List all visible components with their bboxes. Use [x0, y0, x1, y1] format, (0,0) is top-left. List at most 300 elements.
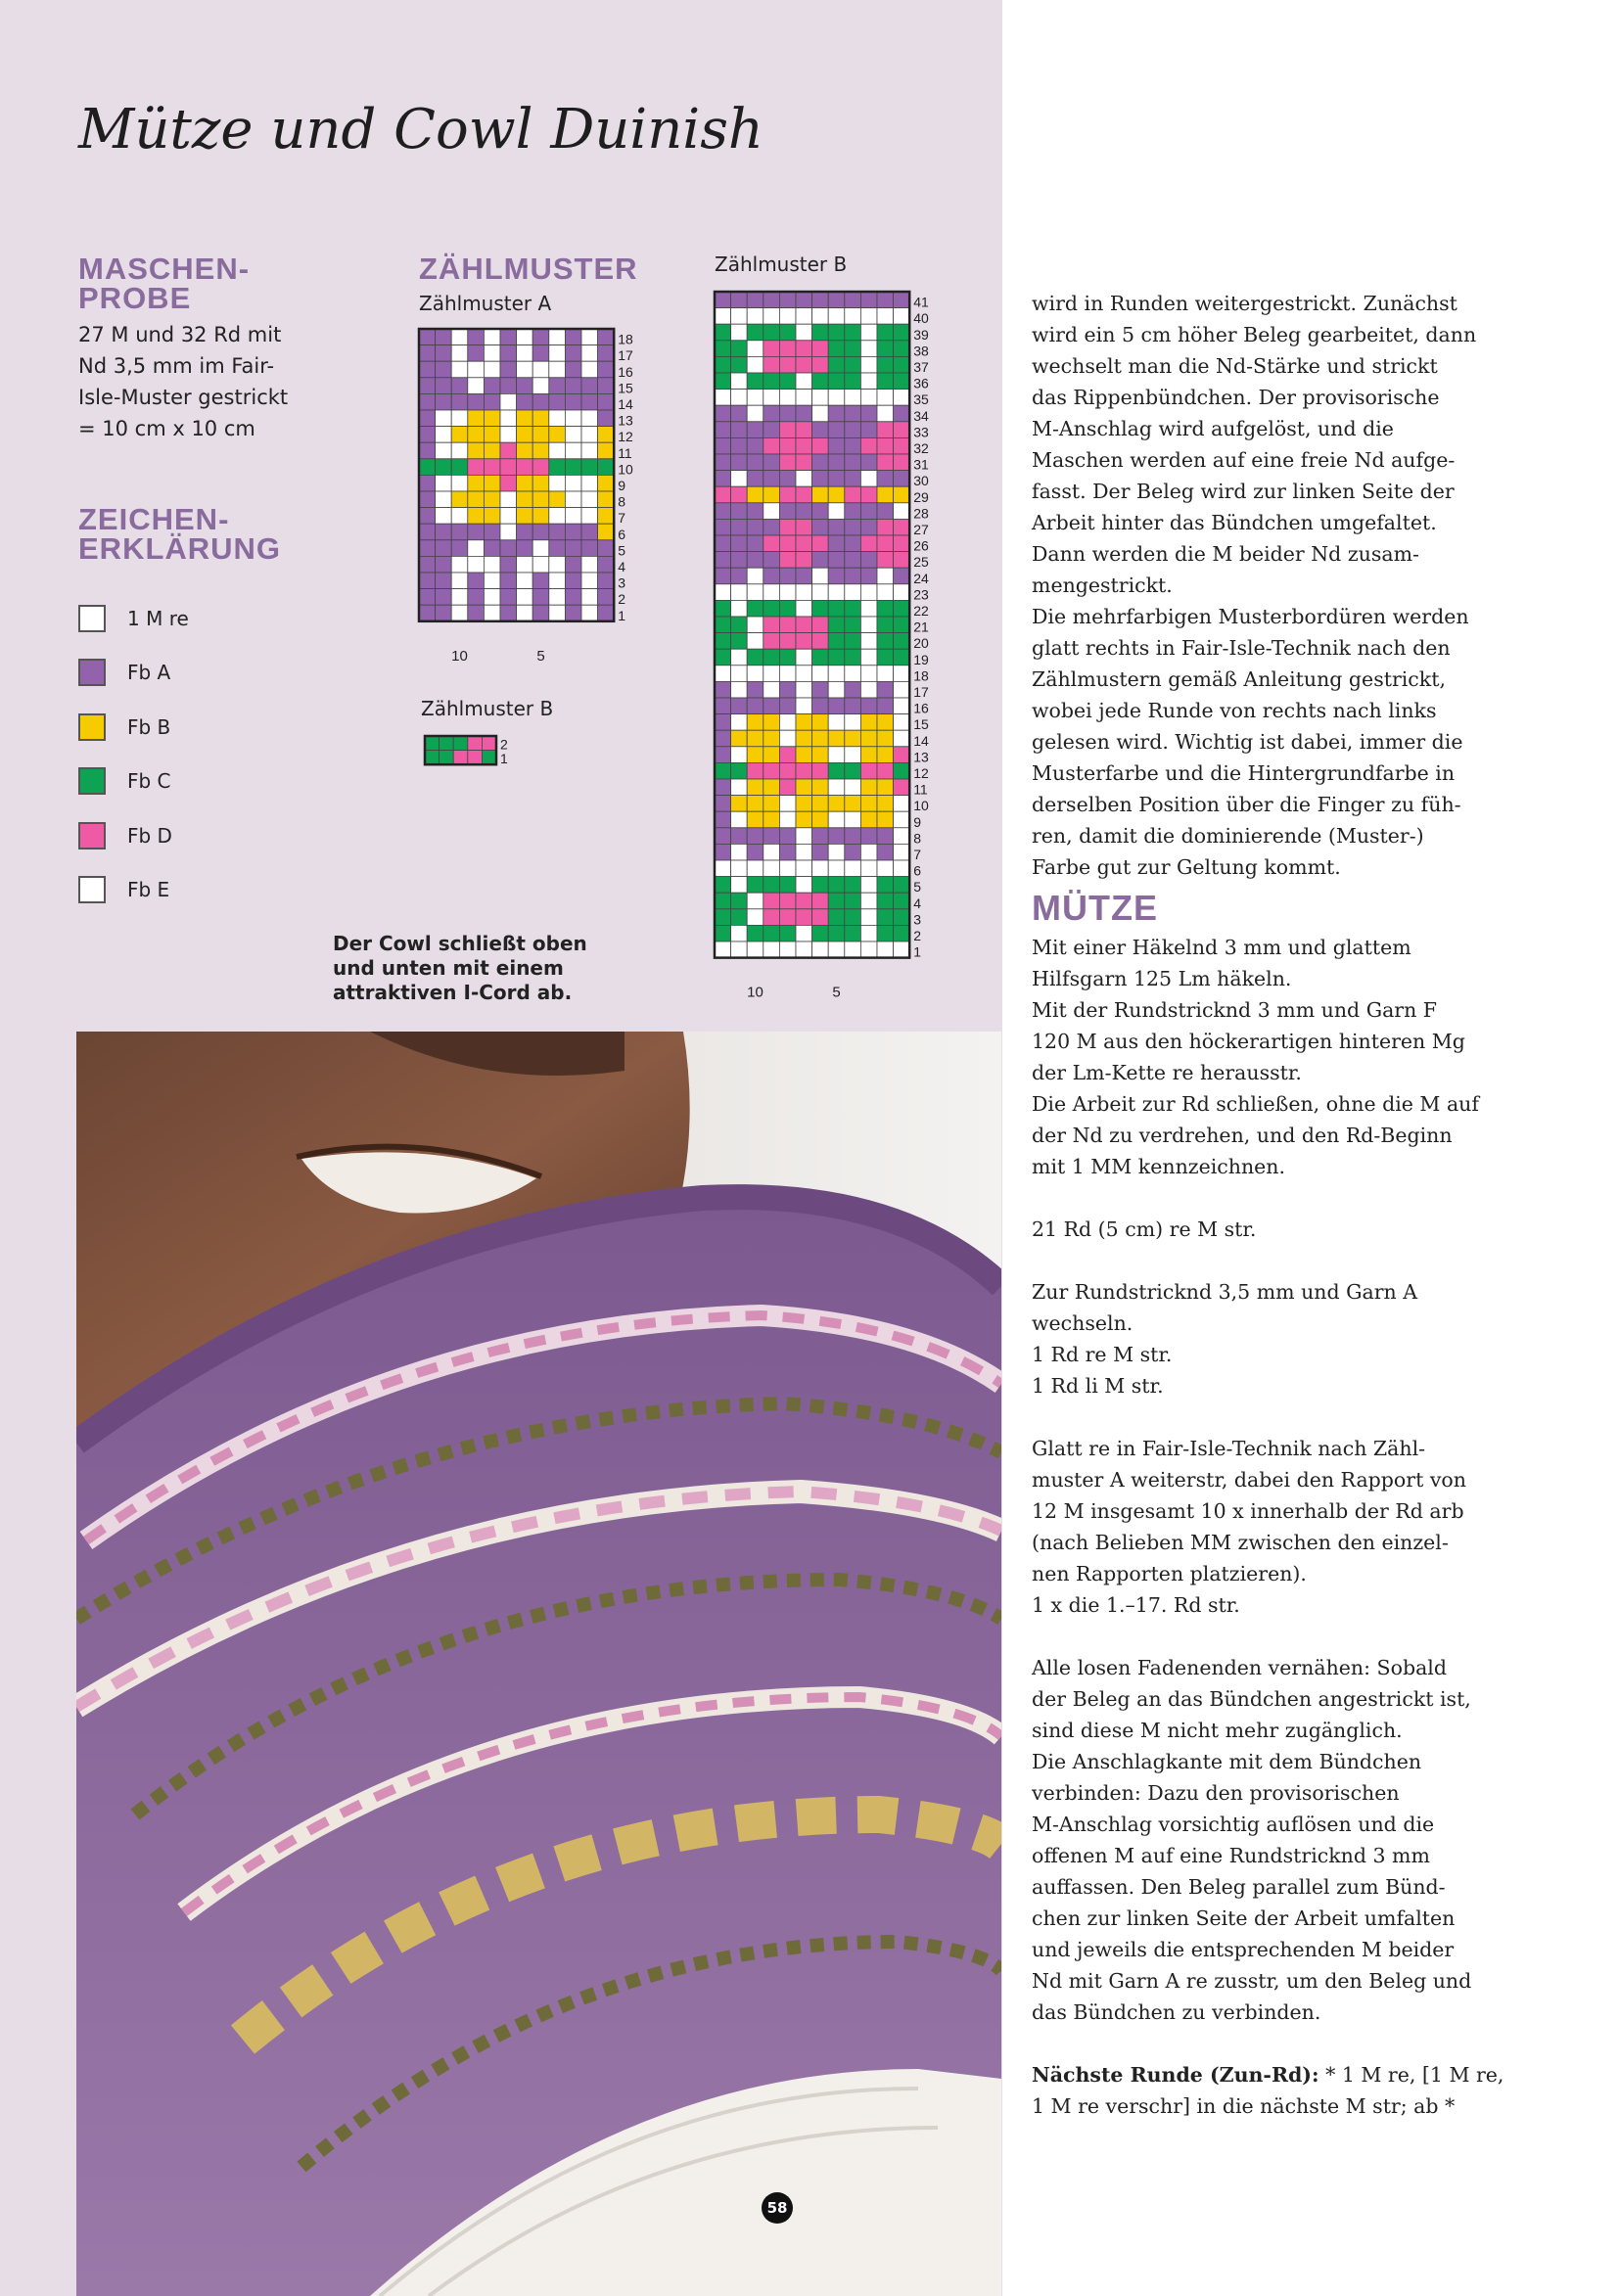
chart-cell	[549, 378, 566, 394]
chart-cell	[581, 378, 598, 394]
chart-cell	[828, 860, 845, 877]
chart-cell	[828, 617, 845, 633]
chart-cell	[500, 605, 517, 621]
row-number: 13	[618, 412, 633, 429]
row-number: 16	[913, 700, 929, 716]
chart-cell	[419, 427, 436, 443]
chart-cell	[565, 427, 581, 443]
chart-cell	[532, 540, 549, 557]
chart-cell	[779, 747, 796, 763]
chart-cell	[731, 747, 748, 763]
chart-cell	[451, 508, 468, 525]
chart-cell	[451, 540, 468, 557]
instruction-line	[1032, 2059, 1504, 2090]
instruction-line: der Beleg an das Bündchen angestrickt ist,	[1032, 1687, 1471, 1711]
chart-cell	[436, 442, 452, 459]
chart-cell	[860, 941, 877, 958]
chart-cell	[747, 844, 763, 860]
chart-cell	[796, 292, 812, 308]
chart-cell	[894, 633, 910, 650]
chart-cell	[845, 747, 861, 763]
instruction-line: mengestrickt.	[1032, 574, 1173, 597]
chart-cell	[565, 475, 581, 491]
chart-cell	[517, 361, 533, 378]
chart-cell	[860, 844, 877, 860]
chart-cell	[747, 422, 763, 438]
chart-cell	[860, 486, 877, 503]
chart-cell	[500, 345, 517, 362]
instruction-line: auffassen. Den Beleg parallel zum Bünd-	[1032, 1875, 1446, 1899]
chart-cell	[468, 378, 485, 394]
instruction-line: das Bündchen zu verbinden.	[1032, 2000, 1321, 2024]
chart-cell	[715, 811, 731, 828]
chart-cell	[747, 584, 763, 601]
chart-cell	[715, 779, 731, 796]
chart-cell	[796, 617, 812, 633]
chart-cell	[828, 356, 845, 373]
chart-cell	[796, 844, 812, 860]
chart-cell	[828, 373, 845, 390]
chart-cell	[598, 589, 615, 606]
chart-cell	[763, 762, 780, 779]
chart-cell	[779, 584, 796, 601]
chart-cell	[581, 329, 598, 345]
row-number: 27	[913, 522, 929, 537]
chart-cell	[581, 459, 598, 476]
chart-cell	[779, 308, 796, 325]
row-number: 39	[913, 326, 929, 343]
chart-cell	[763, 779, 780, 796]
chart-cell	[828, 405, 845, 422]
chart-cell	[747, 471, 763, 487]
row-number: 1	[913, 943, 921, 960]
chart-cell	[894, 568, 910, 584]
chart-cell	[779, 552, 796, 569]
instruction-line: 1 M re verschr] in die nächste M str; ab *	[1032, 2094, 1456, 2118]
chart-cell	[828, 422, 845, 438]
chart-cell	[845, 698, 861, 714]
page-title: Mütze und Cowl Duinish	[78, 98, 763, 161]
cowl-photo-illustration	[76, 1032, 1001, 2296]
chart-cell	[763, 356, 780, 373]
legend-label: 1 M re	[127, 606, 189, 630]
chart-b-grid	[715, 292, 959, 1001]
chart-cell	[598, 524, 615, 540]
column-label: 10	[451, 647, 468, 665]
chart-cell	[747, 437, 763, 454]
chart-cell	[731, 600, 748, 617]
chart-cell	[731, 893, 748, 909]
chart-cell	[877, 552, 894, 569]
chart-cell	[845, 877, 861, 894]
chart-cell	[715, 405, 731, 422]
chart-cell	[860, 698, 877, 714]
chart-cell	[894, 893, 910, 909]
chart-cell	[581, 589, 598, 606]
chart-cell	[468, 442, 485, 459]
instruction-line: Nd mit Garn A re zusstr, um den Beleg und	[1032, 1969, 1472, 1993]
chart-cell	[894, 796, 910, 812]
chart-cell	[484, 491, 500, 508]
chart-cell	[894, 714, 910, 731]
chart-cell	[877, 877, 894, 894]
chart-cell	[845, 909, 861, 926]
chart-cell	[484, 573, 500, 589]
chart-cell	[763, 666, 780, 682]
chart-cell	[439, 751, 454, 765]
chart-cell	[419, 459, 436, 476]
chart-cell	[877, 535, 894, 552]
instruction-line: (nach Belieben MM zwischen den einzel-	[1032, 1531, 1449, 1554]
chart-cell	[747, 292, 763, 308]
instruction-line: Zur Rundstricknd 3,5 mm und Garn A	[1032, 1280, 1418, 1304]
chart-cell	[796, 649, 812, 666]
chart-cell	[419, 605, 436, 621]
chart-cell	[828, 390, 845, 406]
chart-cell	[731, 308, 748, 325]
legend-item	[78, 700, 189, 755]
chart-cell	[419, 589, 436, 606]
chart-cell	[581, 540, 598, 557]
chart-cell	[845, 584, 861, 601]
chart-cell	[812, 909, 829, 926]
chart-cell	[517, 540, 533, 557]
chart-cell	[763, 390, 780, 406]
chart-cell	[845, 390, 861, 406]
chart-cell	[419, 345, 436, 362]
chart-cell	[532, 427, 549, 443]
chart-cell	[894, 292, 910, 308]
chart-cell	[715, 909, 731, 926]
chart-cell	[451, 378, 468, 394]
instruction-block	[1032, 1276, 1482, 1401]
chart-cell	[532, 393, 549, 410]
chart-cell	[894, 324, 910, 341]
chart-cell	[436, 491, 452, 508]
chart-cell	[468, 361, 485, 378]
chart-cell	[796, 681, 812, 698]
chart-cell	[763, 714, 780, 731]
chart-cell	[517, 556, 533, 573]
chart-cell	[812, 552, 829, 569]
chart-cell	[796, 422, 812, 438]
chart-cell	[581, 556, 598, 573]
chart-cell	[715, 552, 731, 569]
chart-cell	[731, 877, 748, 894]
chart-cell	[549, 410, 566, 427]
chart-cell	[894, 341, 910, 357]
chart-cell	[779, 486, 796, 503]
chart-cell	[779, 762, 796, 779]
chart-cell	[715, 356, 731, 373]
chart-cell	[779, 405, 796, 422]
chart-cell	[860, 405, 877, 422]
chart-cell	[812, 860, 829, 877]
chart-cell	[484, 524, 500, 540]
chart-cell	[581, 345, 598, 362]
row-number: 34	[913, 407, 929, 424]
chart-cell	[715, 422, 731, 438]
row-number: 6	[913, 862, 921, 879]
chart-cell	[715, 698, 731, 714]
chart-cell	[747, 373, 763, 390]
chart-cell	[731, 552, 748, 569]
chart-cell	[779, 600, 796, 617]
chart-cell	[845, 437, 861, 454]
instruction-line: glatt rechts in Fair-Isle-Technik nach den	[1032, 636, 1451, 660]
chart-cell	[828, 584, 845, 601]
instruction-line: ren, damit die dominierende (Muster-)	[1032, 824, 1424, 848]
chart-cell	[747, 600, 763, 617]
chart-cell	[581, 427, 598, 443]
chart-cell	[731, 519, 748, 535]
chart-cell	[812, 877, 829, 894]
chart-cell	[715, 747, 731, 763]
chart-cell	[828, 811, 845, 828]
legend-item	[78, 646, 189, 701]
chart-cell	[894, 373, 910, 390]
chart-cell	[828, 292, 845, 308]
row-number: 23	[913, 586, 929, 603]
row-number: 35	[913, 391, 929, 408]
chart-cell	[845, 454, 861, 471]
instruction-line: fasst. Der Beleg wird zur linken Seite der	[1032, 480, 1455, 503]
chart-cell	[894, 941, 910, 958]
chart-cell	[894, 390, 910, 406]
chart-cell	[845, 649, 861, 666]
legend-label: Fb D	[127, 823, 172, 848]
chart-cell	[532, 459, 549, 476]
chart-cell	[549, 427, 566, 443]
instruction-line: Glatt re in Fair-Isle-Technik nach Zähl-	[1032, 1437, 1426, 1460]
row-number: 6	[618, 526, 625, 542]
chart-cell	[812, 811, 829, 828]
chart-cell	[436, 393, 452, 410]
gauge-line: Isle-Muster gestrickt	[78, 386, 289, 409]
chart-cell	[860, 860, 877, 877]
chart-cell	[894, 860, 910, 877]
row-number: 1	[500, 751, 508, 767]
swatch-icon	[78, 767, 106, 795]
chart-cell	[747, 796, 763, 812]
column-label: 10	[747, 984, 763, 1001]
chart-cell	[845, 860, 861, 877]
chart-cell	[845, 844, 861, 860]
chart-cell	[779, 633, 796, 650]
chart-cell	[565, 573, 581, 589]
instruction-line: Arbeit hinter das Bündchen umgefaltet.	[1032, 511, 1437, 534]
row-number: 3	[913, 911, 921, 928]
chart-cell	[598, 361, 615, 378]
chart-cell	[436, 573, 452, 589]
key-heading-line1: ZEICHEN-	[78, 502, 230, 536]
chart-cell	[779, 503, 796, 520]
chart-cell	[747, 617, 763, 633]
instruction-line: wobei jede Runde von rechts nach links	[1032, 699, 1437, 722]
chart-cell	[715, 292, 731, 308]
chart-cell	[845, 471, 861, 487]
chart-cell	[549, 329, 566, 345]
chart-cell	[747, 925, 763, 941]
chart-cell	[747, 486, 763, 503]
chart-cell	[451, 361, 468, 378]
row-number: 13	[913, 749, 929, 765]
chart-cell	[419, 475, 436, 491]
row-number: 10	[913, 798, 929, 814]
chart-cell	[468, 393, 485, 410]
chart-cell	[451, 475, 468, 491]
chart-cell	[877, 893, 894, 909]
chart-cell	[763, 811, 780, 828]
chart-cell	[565, 329, 581, 345]
row-number: 1	[618, 607, 625, 623]
chart-cell	[500, 329, 517, 345]
chart-cell	[484, 361, 500, 378]
chart-b-small-label: Zählmuster B	[421, 697, 554, 720]
chart-cell	[779, 681, 796, 698]
chart-cell	[860, 356, 877, 373]
chart-cell	[877, 909, 894, 926]
chart-cell	[532, 524, 549, 540]
chart-cell	[763, 796, 780, 812]
instruction-line: Die mehrfarbigen Musterbordüren werden	[1032, 605, 1469, 628]
chart-cell	[731, 762, 748, 779]
chart-cell	[763, 535, 780, 552]
chart-cell	[598, 393, 615, 410]
chart-cell	[715, 341, 731, 357]
chart-cell	[796, 941, 812, 958]
chart-cell	[532, 345, 549, 362]
chart-cell	[425, 736, 439, 751]
chart-cell	[763, 437, 780, 454]
row-number: 12	[618, 429, 633, 445]
chart-cell	[877, 811, 894, 828]
instruction-line: wird in Runden weitergestrickt. Zunächst	[1032, 292, 1457, 315]
chart-cell	[779, 893, 796, 909]
chart-cell	[812, 649, 829, 666]
chart-cell	[598, 410, 615, 427]
chart-cell	[828, 503, 845, 520]
chart-cell	[812, 292, 829, 308]
chart-cell	[598, 427, 615, 443]
chart-cell	[763, 584, 780, 601]
instruction-line: nen Rapporten platzieren).	[1032, 1562, 1307, 1585]
chart-cell	[731, 422, 748, 438]
chart-cell	[731, 844, 748, 860]
chart-cell	[451, 427, 468, 443]
row-number: 14	[618, 396, 633, 412]
chart-cell	[828, 600, 845, 617]
chart-cell	[894, 666, 910, 682]
color-legend	[78, 591, 189, 917]
chart-cell	[779, 925, 796, 941]
row-number: 19	[913, 651, 929, 667]
chart-cell	[451, 524, 468, 540]
intro-text	[1032, 288, 1482, 883]
chart-cell	[812, 373, 829, 390]
chart-cell	[517, 393, 533, 410]
chart-cell	[860, 437, 877, 454]
chart-cell	[763, 292, 780, 308]
chart-cell	[484, 410, 500, 427]
chart-cell	[731, 909, 748, 926]
chart-cell	[731, 356, 748, 373]
chart-cell	[715, 666, 731, 682]
chart-cell	[828, 454, 845, 471]
instruction-line: M-Anschlag vorsichtig auflösen und die	[1032, 1813, 1435, 1836]
chart-cell	[436, 475, 452, 491]
chart-cell	[715, 828, 731, 845]
chart-cell	[715, 762, 731, 779]
instruction-line: Die Arbeit zur Rd schließen, ohne die M auf	[1032, 1092, 1479, 1116]
chart-cell	[828, 779, 845, 796]
row-number: 7	[618, 510, 625, 527]
instruction-line: Farbe gut zur Geltung kommt.	[1032, 855, 1341, 879]
instruction-block	[1032, 1433, 1482, 1621]
chart-cell	[532, 491, 549, 508]
chart-cell	[763, 649, 780, 666]
instruction-line: Dann werden die M beider Nd zusam-	[1032, 542, 1419, 566]
instruction-line: Zählmustern gemäß Anleitung gestrickt,	[1032, 667, 1446, 691]
chart-cell	[763, 698, 780, 714]
chart-cell	[877, 486, 894, 503]
chart-cell	[532, 475, 549, 491]
chart-cell	[796, 698, 812, 714]
instruction-line: das Rippenbündchen. Der provisorische	[1032, 386, 1440, 409]
instruction-line: 1 Rd re M str.	[1032, 1343, 1173, 1366]
row-number: 36	[913, 375, 929, 391]
chart-cell	[763, 893, 780, 909]
chart-cell	[517, 442, 533, 459]
chart-cell	[715, 373, 731, 390]
chart-cell	[763, 747, 780, 763]
chart-cell	[796, 356, 812, 373]
chart-cell	[894, 828, 910, 845]
chart-cell	[484, 378, 500, 394]
row-number: 11	[913, 781, 928, 798]
chart-cell	[517, 329, 533, 345]
chart-cell	[796, 503, 812, 520]
chart-cell	[747, 893, 763, 909]
chart-cell	[763, 405, 780, 422]
row-number: 18	[618, 331, 633, 347]
chart-cell	[484, 605, 500, 621]
chart-cell	[828, 535, 845, 552]
chart-cell	[894, 747, 910, 763]
chart-cell	[468, 524, 485, 540]
chart-cell	[877, 454, 894, 471]
chart-b-small-grid	[425, 736, 523, 775]
chart-cell	[860, 681, 877, 698]
chart-cell	[796, 437, 812, 454]
chart-cell	[484, 459, 500, 476]
instruction-line: 1 x die 1.–17. Rd str.	[1032, 1593, 1240, 1617]
chart-cell	[747, 941, 763, 958]
instruction-line: der Nd zu verdrehen, und den Rd-Beginn	[1032, 1124, 1453, 1147]
chart-cell	[731, 941, 748, 958]
chart-cell	[796, 486, 812, 503]
chart-cell	[747, 811, 763, 828]
column-label: 5	[832, 984, 841, 1001]
chart-cell	[517, 605, 533, 621]
chart-cell	[549, 459, 566, 476]
chart-cell	[812, 422, 829, 438]
chart-cell	[779, 909, 796, 926]
chart-cell	[877, 405, 894, 422]
chart-cell	[812, 519, 829, 535]
chart-cell	[451, 556, 468, 573]
chart-cell	[812, 828, 829, 845]
